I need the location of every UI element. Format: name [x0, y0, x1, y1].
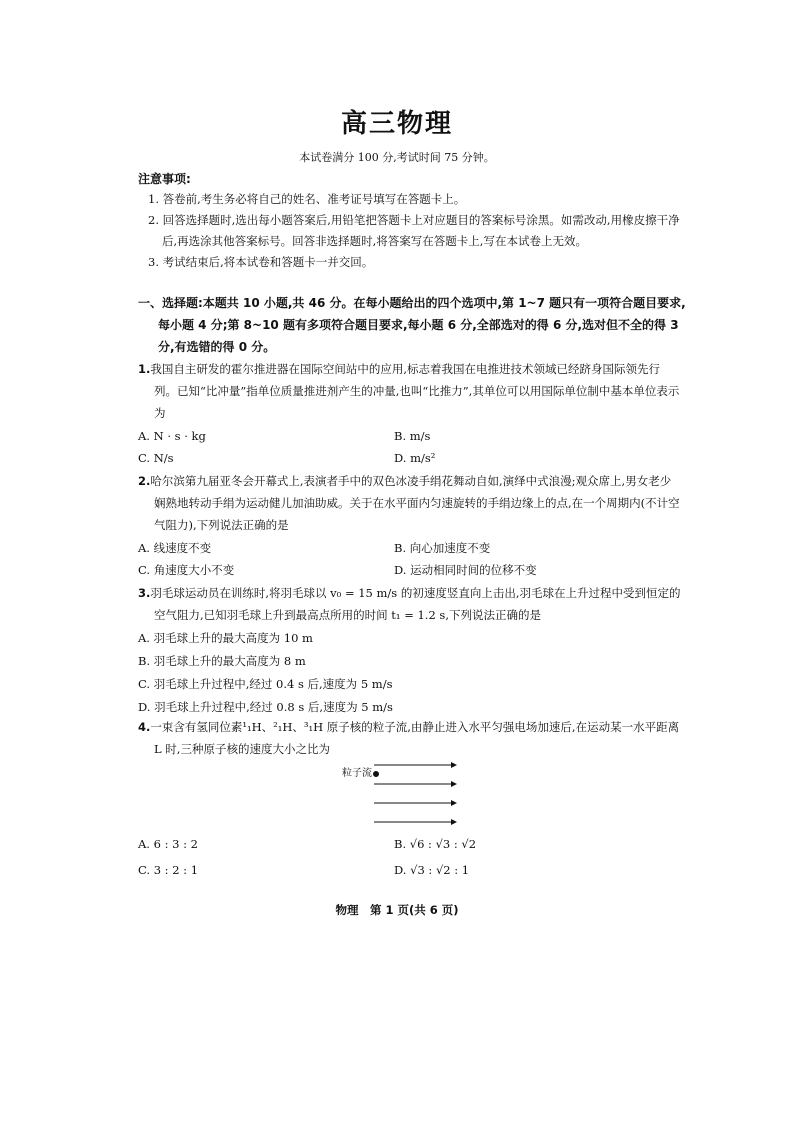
- question-1: [138, 358, 682, 424]
- notice-item: 1. 答卷前,考生务必将自己的姓名、准考证号填写在答题卡上。: [148, 192, 466, 206]
- question-number: 4.: [138, 720, 151, 734]
- option-c: C. N/s: [138, 451, 174, 465]
- option-c: C. 3 : 2 : 1: [138, 863, 199, 877]
- option-b: B. 向心加速度不变: [394, 541, 491, 555]
- question-stem: 哈尔滨第九届亚冬会开幕式上,表演者手中的双色冰凌手绢花舞动自如,演绎中式浪漫;观众席上,男女老少娴熟地转动手绢为运动健儿加油助威。关于在水平面内匀速旋转的手绢边缘上的点,在一个周期内(不计空气阻力),下列说法正确的是: [150, 474, 680, 532]
- question-stem: 我国自主研发的霍尔推进器在国际空间站中的应用,标志着我国在电推进技术领域已经跻身国际领先行列。已知“比冲量”指单位质量推进剂产生的冲量,也叫“比推力”,其单位可以用国际单位制中基本单位表示为: [150, 362, 680, 420]
- option-d: D. √3 : √2 : 1: [394, 863, 470, 877]
- option-b: B. √6 : √3 : √2: [394, 837, 477, 851]
- exam-info: 本试卷满分 100 分,考试时间 75 分钟。: [299, 151, 495, 164]
- question-3: [138, 582, 682, 626]
- page-title: 高三物理: [340, 109, 453, 139]
- particle-stream-label: 粒子流: [342, 768, 372, 779]
- option-a: A. 线速度不变: [138, 541, 212, 555]
- option-a: A. 6 : 3 : 2: [138, 837, 198, 851]
- option-c: C. 羽毛球上升过程中,经过 0.4 s 后,速度为 5 m/s: [138, 677, 393, 691]
- option-d: D. 运动相同时间的位移不变: [394, 563, 537, 577]
- option-d: D. 羽毛球上升过程中,经过 0.8 s 后,速度为 5 m/s: [138, 700, 393, 714]
- notice-heading: 注意事项:: [138, 172, 191, 186]
- question-number: 2.: [138, 474, 151, 488]
- question-number: 3.: [138, 586, 151, 600]
- option-a: A. N · s · kg: [138, 429, 206, 443]
- question-stem: 羽毛球运动员在训练时,将羽毛球以 v₀ = 15 m/s 的初速度竖直向上击出,羽毛球在上升过程中受到恒定的空气阻力,已知羽毛球上升到最高点所用的时间 t₁ = 1.2 s,下列说法正确的是: [150, 586, 681, 622]
- question-2: [138, 470, 682, 536]
- electric-field-diagram: [370, 758, 462, 828]
- notice-item: 3. 考试结束后,将本试卷和答题卡一并交回。: [148, 255, 374, 269]
- question-stem: 一束含有氢同位素¹₁H、²₁H、³₁H 原子核的粒子流,由静止进入水平匀强电场加速后,在运动某一水平距离 L 时,三种原子核的速度大小之比为: [150, 720, 680, 756]
- option-c: C. 角速度大小不变: [138, 563, 235, 577]
- question-4: [138, 716, 682, 760]
- option-b: B. 羽毛球上升的最大高度为 8 m: [138, 654, 306, 668]
- option-a: A. 羽毛球上升的最大高度为 10 m: [138, 631, 313, 645]
- option-d: D. m/s²: [394, 451, 436, 465]
- page-footer: 物理 第 1 页(共 6 页): [335, 903, 459, 917]
- option-b: B. m/s: [394, 429, 431, 443]
- section-instructions: 一、选择题:本题共 10 小题,共 46 分。在每小题给出的四个选项中,第 1~7 题只有一项符合题目要求,每小题 4 分;第 8~10 题有多项符合题目要求,每小题 6 分,全部选对的得 6 分,选对但不全的得 3 分,有选错的得 0 分。: [138, 296, 686, 354]
- notice-item: 2. 回答选择题时,选出每小题答案后,用铅笔把答题卡上对应题目的答案标号涂黑。如需改动,用橡皮擦干净后,再选涂其他答案标号。回答非选择题时,将答案写在答题卡上,写在本试卷上无效。: [148, 213, 680, 248]
- question-number: 1.: [138, 362, 151, 376]
